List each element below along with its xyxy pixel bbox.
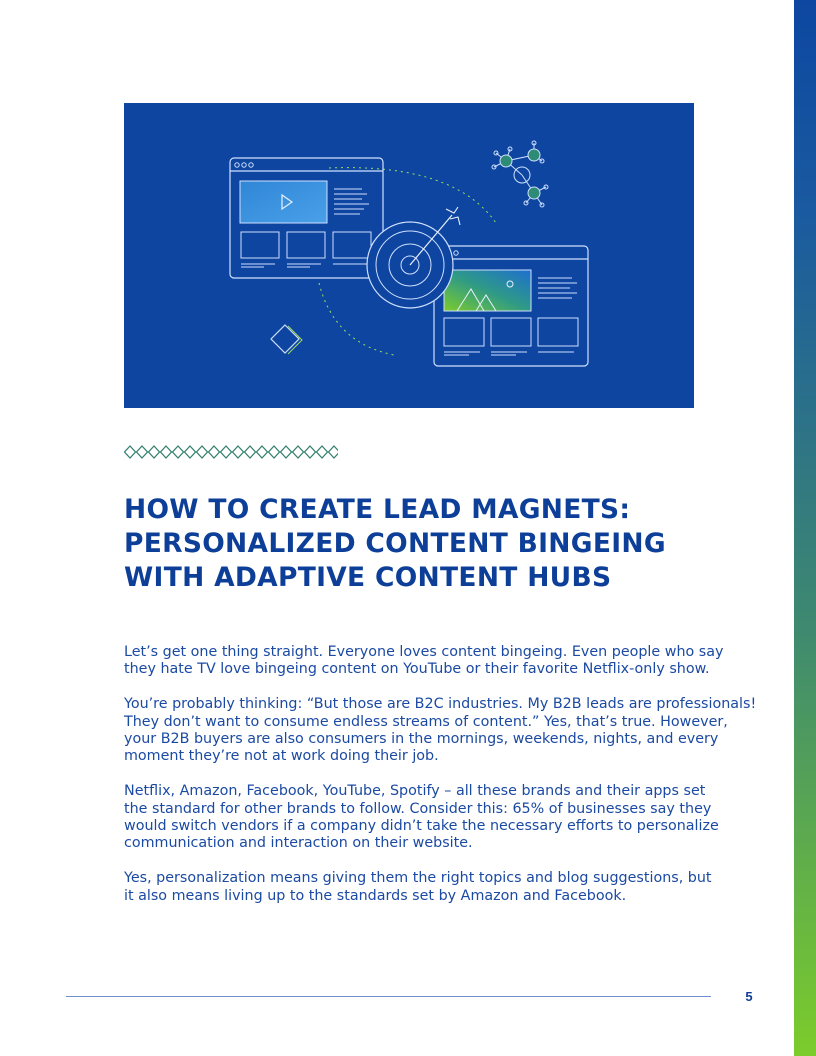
paragraph-line: moment they’re not at work doing their job. bbox=[124, 748, 439, 765]
paragraph-line: You’re probably thinking: “But those are B2C industries. My B2B leads are professionals! bbox=[124, 696, 757, 713]
hero-illustration-svg bbox=[124, 103, 694, 408]
footer-rule bbox=[66, 996, 711, 997]
paragraph-3 bbox=[124, 783, 719, 853]
paragraph-line: your B2B buyers are also consumers in the mornings, weekends, nights, and every bbox=[124, 731, 719, 748]
body-text bbox=[124, 644, 757, 922]
page-number: 5 bbox=[745, 989, 753, 1004]
orbit-top-dashes bbox=[329, 168, 496, 223]
paragraph-1 bbox=[124, 644, 724, 679]
title-line-3: WITH ADAPTIVE CONTENT HUBS bbox=[124, 562, 612, 593]
network-icon bbox=[492, 141, 548, 207]
mountain-image-icon bbox=[444, 270, 531, 311]
paragraph-line: Yes, personalization means giving them the right topics and blog suggestions, but bbox=[124, 870, 712, 887]
paragraph-line: the standard for other brands to follow. Consider this: 65% of businesses say they bbox=[124, 800, 712, 817]
paragraph-line: They don’t want to consume endless streams of content.” Yes, that’s true. However, bbox=[124, 713, 728, 730]
paragraph-line: Let’s get one thing straight. Everyone loves content bingeing. Even people who say bbox=[124, 644, 724, 660]
paragraph-line: it also means living up to the standards set by Amazon and Facebook. bbox=[124, 887, 627, 904]
diamond-divider bbox=[124, 445, 338, 459]
paragraph-2 bbox=[124, 696, 757, 766]
title-line-1: HOW TO CREATE LEAD MAGNETS: bbox=[124, 494, 631, 525]
title-line-2: PERSONALIZED CONTENT BINGEING bbox=[124, 528, 666, 559]
diamond-icon bbox=[271, 325, 302, 354]
page-title bbox=[124, 493, 704, 595]
paragraph-line: Netflix, Amazon, Facebook, YouTube, Spotify – all these brands and their apps set bbox=[124, 783, 706, 800]
paragraph-line: communication and interaction on their website. bbox=[124, 835, 473, 852]
paragraph-4 bbox=[124, 870, 712, 905]
hero-illustration bbox=[124, 103, 694, 408]
browser-window-icon bbox=[230, 158, 383, 278]
paragraph-line: they hate TV love bingeing content on YouTube or their favorite Netflix-only show. bbox=[124, 661, 710, 678]
side-gradient-bar bbox=[794, 0, 816, 1056]
paragraph-line: would switch vendors if a company didn’t take the necessary efforts to personalize bbox=[124, 818, 719, 835]
